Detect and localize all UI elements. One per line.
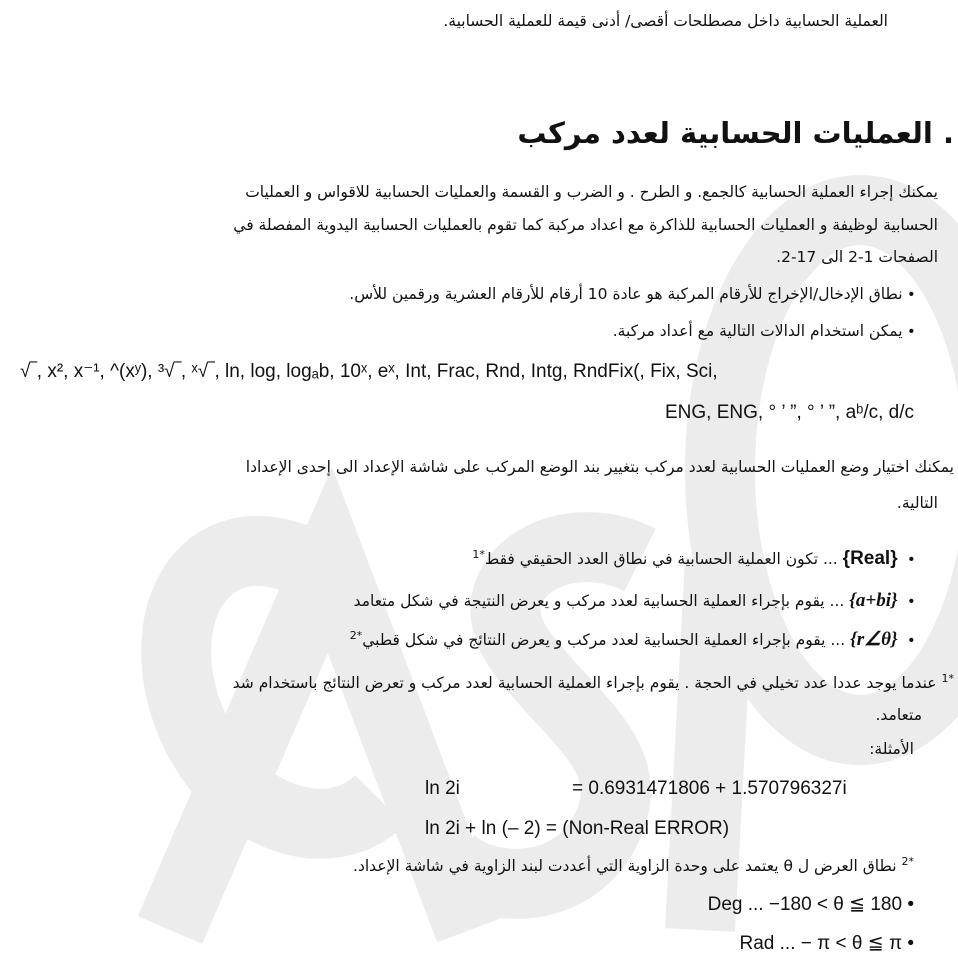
mode-key: {Real} [842,548,898,570]
range-deg-text: Deg ... −180 < θ ≦ 180 [707,894,903,915]
footnote-ref: *2 [349,628,363,642]
examples-label: الأمثلة: [869,740,914,758]
footnote-marker: *1 [941,672,954,685]
example-1-rhs: = 0.6931471806 + 1.570796327i [572,778,847,799]
example-2: ln 2i + ln (– 2) = (Non-Real ERROR) [425,818,730,839]
intro-line-1: يمكنك إجراء العملية الحسابية كالجمع. و الطرح . و الضرب و القسمة والعمليات الحسابية للاقواس و العمليات [245,183,938,201]
range-rad: Rad ... − π < θ ≦ π • [739,933,914,954]
mode-description: ... يقوم بإجراء العملية الحسابية لعدد مركب و يعرض النتيجة في شكل متعامد [353,592,850,610]
footnote-marker: *2 [901,855,914,868]
note-1-text: عندما يوجد عددا عدد تخيلي في الحجة . يقوم بإجراء العملية الحسابية لعدد مركب و تعرض النتائج باستخدام شد [232,674,937,693]
note-1-line-1 [233,672,954,692]
note-2-text: نطاق العرض ل θ يعتمد على وحدة الزاوية التي أعددت لبند الزاوية في شاشة الإعداد. [353,857,897,876]
mode-item-polar [350,628,914,651]
bullet-range: • نطاق الإدخال/الإخراج للأرقام المركبة هو عادة 10 أرقام للأرقام العشرية ورقمين للأس. [349,285,914,304]
mode-item-real [472,548,914,570]
mode-key: {a+bi} [849,590,898,611]
note-1-line-2: متعامد. [875,706,922,724]
intro-line-2: الحسابية لوظيفة و العمليات الحسابية للذاكرة مع اعداد مركبة كما تقوم بالعمليات الحسابية اليدوية المفصلة في [233,216,938,234]
mode-key: {r∠θ} [850,629,898,650]
range-rad-text: Rad ... − π < θ ≦ π [739,933,903,954]
note-2 [353,855,914,875]
intro-line-3: الصفحات 1-2 الى 17-2. [776,248,938,266]
mode-paragraph-line-2: التالية. [896,494,938,512]
range-deg: Deg ... −180 < θ ≦ 180 • [707,894,914,915]
example-1-lhs: ln 2i [425,778,460,799]
mode-paragraph-line-1: يمكنك اختيار وضع العمليات الحسابية لعدد مركب بتغيير بند الوضع المركب على شاشة الإعداد الى إحدى الإعدادا [245,458,954,476]
functions-line-1: √‾, x², x⁻¹, ^(xʸ), ³√‾, ˣ√‾, ln, log, logₐb, 10ˣ, eˣ, Int, Frac, Rnd, Intg, RndFix(, Fix, Sci, [20,361,718,382]
bullet-functions: • يمكن استخدام الدالات التالية مع أعداد مركبة. [613,322,914,341]
top-line: العملية الحسابية داخل مصطلحات أقصى/ أدنى قيمة للعملية الحسابية. [443,12,888,30]
functions-line-2: ENG, ENG, ° ’ ”, ° ’ ”, aᵇ/c, d/c [665,402,914,423]
footnote-ref: *1 [472,548,485,561]
mode-item-rectangular [354,590,914,612]
section-heading: . العمليات الحسابية لعدد مركب [517,116,954,150]
mode-description: ... تكون العملية الحسابية في نطاق العدد الحقيقي فقط [484,550,843,569]
mode-description: ... يقوم بإجراء العملية الحسابية لعدد مركب و يعرض النتائج في شكل قطبي [362,631,851,649]
